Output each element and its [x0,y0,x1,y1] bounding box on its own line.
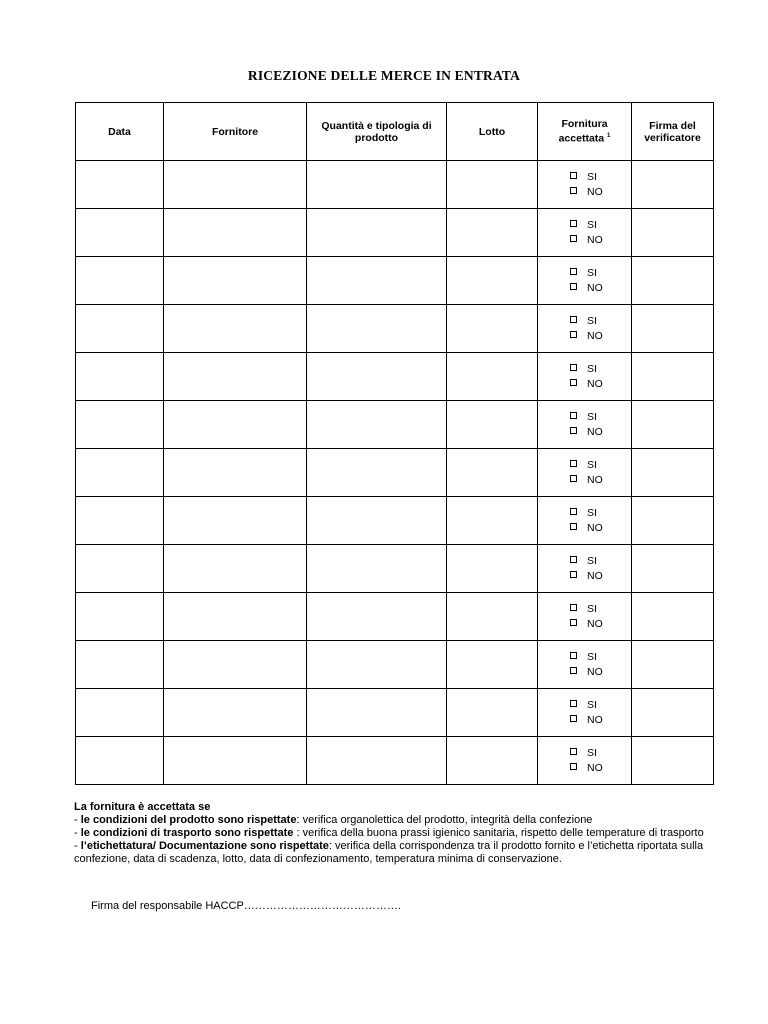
cell-data[interactable] [76,305,164,353]
cell-fornitore[interactable] [164,449,307,497]
option-si[interactable] [538,506,631,521]
cell-fornitura-accettata [538,305,632,353]
cell-quantita[interactable] [307,593,447,641]
option-no[interactable] [538,185,631,200]
option-si[interactable] [538,362,631,377]
table-row [76,737,714,785]
cell-quantita[interactable] [307,209,447,257]
table-row [76,497,714,545]
option-label: SI [587,602,597,615]
table-row [76,161,714,209]
checkbox-si[interactable] [570,652,577,659]
option-label: NO [587,473,603,486]
cell-fornitore[interactable] [164,497,307,545]
option-no[interactable] [538,713,631,728]
checkbox-no[interactable] [570,763,577,770]
cell-lotto[interactable] [447,545,538,593]
cell-quantita[interactable] [307,161,447,209]
option-label: SI [587,362,597,375]
header-fornitura-label: Fornitura accettata [558,118,608,145]
option-label: NO [587,377,603,390]
option-si[interactable] [538,650,631,665]
cell-firma[interactable] [632,401,714,449]
cell-firma[interactable] [632,593,714,641]
cell-fornitura-accettata [538,497,632,545]
checkbox-no[interactable] [570,523,577,530]
checkbox-si[interactable] [570,268,577,275]
cell-data[interactable] [76,545,164,593]
option-no[interactable] [538,425,631,440]
cell-fornitura-accettata [538,545,632,593]
header-fornitura-accettata [538,103,632,161]
cell-data[interactable] [76,593,164,641]
option-no[interactable] [538,617,631,632]
option-si[interactable] [538,170,631,185]
header-quantita [307,103,447,161]
option-label: SI [587,698,597,711]
cell-firma[interactable] [632,449,714,497]
option-label: NO [587,617,603,630]
note-prefix: - [74,840,81,852]
cell-lotto[interactable] [447,737,538,785]
cell-firma[interactable] [632,689,714,737]
footnote-marker: 1 [607,133,611,140]
option-no[interactable] [538,329,631,344]
option-label: NO [587,233,603,246]
cell-lotto[interactable] [447,161,538,209]
cell-data[interactable] [76,689,164,737]
cell-firma[interactable] [632,161,714,209]
checkbox-si[interactable] [570,700,577,707]
option-si[interactable] [538,602,631,617]
checkbox-no[interactable] [570,187,577,194]
cell-lotto[interactable] [447,305,538,353]
cell-data[interactable] [76,449,164,497]
cell-fornitura-accettata [538,161,632,209]
cell-quantita[interactable] [307,641,447,689]
note-bold: le condizioni di trasporto sono rispettate [80,827,294,839]
cell-quantita[interactable] [307,353,447,401]
cell-lotto[interactable] [447,209,538,257]
cell-fornitura-accettata [538,737,632,785]
header-fornitore: Fornitore [164,103,307,161]
cell-fornitore[interactable] [164,545,307,593]
cell-fornitore[interactable] [164,209,307,257]
option-si[interactable] [538,314,631,329]
option-no[interactable] [538,665,631,680]
option-label: SI [587,650,597,663]
cell-fornitura-accettata [538,449,632,497]
cell-lotto[interactable] [447,593,538,641]
cell-data[interactable] [76,497,164,545]
cell-fornitura-accettata [538,593,632,641]
cell-fornitura-accettata [538,353,632,401]
option-label: NO [587,713,603,726]
checkbox-si[interactable] [570,460,577,467]
option-si[interactable] [538,218,631,233]
cell-fornitore[interactable] [164,401,307,449]
table-row [76,689,714,737]
note-bold: le condizioni del prodotto sono rispettate [80,814,297,826]
table-row [76,257,714,305]
cell-firma[interactable] [632,641,714,689]
checkbox-si[interactable] [570,604,577,611]
checkbox-si[interactable] [570,412,577,419]
cell-firma[interactable] [632,737,714,785]
cell-data[interactable] [76,353,164,401]
note-text: : verifica della corrispondenza tra il prodotto fornito e l’etichetta riportata sulla confezione, data di scadenza, lotto, data di confezionamento, temperatura minima di conservazione. [74,840,704,865]
acceptance-notes [74,801,714,866]
table-row [76,209,714,257]
option-label: SI [587,554,597,567]
note-prefix: - [74,827,81,839]
checkbox-si[interactable] [570,220,577,227]
checkbox-no[interactable] [570,475,577,482]
cell-fornitore[interactable] [164,689,307,737]
option-label: NO [587,665,603,678]
note-item [74,840,714,866]
checkbox-si[interactable] [570,748,577,755]
option-label: NO [587,281,603,294]
table-row [76,593,714,641]
checkbox-si[interactable] [570,364,577,371]
header-data: Data [76,103,164,161]
checkbox-no[interactable] [570,379,577,386]
table-row [76,641,714,689]
checkbox-no[interactable] [570,619,577,626]
checkbox-si[interactable] [570,172,577,179]
cell-firma[interactable] [632,257,714,305]
cell-fornitura-accettata [538,641,632,689]
cell-firma[interactable] [632,305,714,353]
option-label: NO [587,569,603,582]
checkbox-no[interactable] [570,235,577,242]
note-item [74,827,714,840]
cell-lotto[interactable] [447,689,538,737]
cell-fornitore[interactable] [164,641,307,689]
cell-data[interactable] [76,401,164,449]
table-row [76,545,714,593]
option-no[interactable] [538,761,631,776]
cell-quantita[interactable] [307,737,447,785]
checkbox-no[interactable] [570,331,577,338]
cell-lotto[interactable] [447,401,538,449]
cell-firma[interactable] [632,353,714,401]
reception-register-table [75,102,714,785]
option-no[interactable] [538,281,631,296]
cell-fornitura-accettata [538,689,632,737]
checkbox-no[interactable] [570,715,577,722]
cell-lotto[interactable] [447,353,538,401]
option-no[interactable] [538,473,631,488]
cell-quantita[interactable] [307,305,447,353]
checkbox-no[interactable] [570,427,577,434]
checkbox-si[interactable] [570,316,577,323]
option-label: NO [587,521,603,534]
checkbox-no[interactable] [570,283,577,290]
option-no[interactable] [538,521,631,536]
cell-lotto[interactable] [447,257,538,305]
note-item [74,814,714,827]
haccp-signature-line: Firma del responsabile HACCP……………………………………. [91,900,401,912]
cell-fornitura-accettata [538,257,632,305]
option-label: NO [587,761,603,774]
option-si[interactable] [538,458,631,473]
cell-lotto[interactable] [447,641,538,689]
table-body [76,161,714,785]
option-label: SI [587,458,597,471]
cell-data[interactable] [76,161,164,209]
header-firma: Firma del verificatore [632,103,714,161]
option-label: SI [587,506,597,519]
option-label: SI [587,314,597,327]
cell-firma[interactable] [632,497,714,545]
cell-quantita[interactable] [307,449,447,497]
option-no[interactable] [538,377,631,392]
note-bold: l’etichettatura/ Documentazione sono rispettate [80,840,329,852]
option-label: SI [587,266,597,279]
cell-lotto[interactable] [447,497,538,545]
table-row [76,305,714,353]
cell-fornitore[interactable] [164,353,307,401]
checkbox-no[interactable] [570,571,577,578]
document-title: RICEZIONE DELLE MERCE IN ENTRATA [247,68,521,83]
cell-fornitura-accettata [538,209,632,257]
cell-lotto[interactable] [447,449,538,497]
option-label: NO [587,185,603,198]
cell-fornitore[interactable] [164,161,307,209]
option-si[interactable] [538,410,631,425]
cell-fornitore[interactable] [164,305,307,353]
notes-intro: La fornitura è accettata se [74,801,211,813]
note-prefix: - [74,814,81,826]
table-row [76,449,714,497]
cell-firma[interactable] [632,209,714,257]
cell-fornitore[interactable] [164,737,307,785]
cell-data[interactable] [76,257,164,305]
option-si[interactable] [538,746,631,761]
cell-fornitore[interactable] [164,257,307,305]
cell-quantita[interactable] [307,401,447,449]
option-no[interactable] [538,233,631,248]
table-row [76,401,714,449]
cell-fornitore[interactable] [164,593,307,641]
option-label: SI [587,218,597,231]
option-no[interactable] [538,569,631,584]
option-label: SI [587,170,597,183]
checkbox-si[interactable] [570,556,577,563]
cell-data[interactable] [76,209,164,257]
cell-fornitura-accettata [538,401,632,449]
cell-quantita[interactable] [307,545,447,593]
cell-quantita[interactable] [307,257,447,305]
cell-quantita[interactable] [307,689,447,737]
option-label: SI [587,410,597,423]
cell-quantita[interactable] [307,497,447,545]
table-row [76,353,714,401]
checkbox-si[interactable] [570,508,577,515]
option-label: NO [587,425,603,438]
cell-data[interactable] [76,641,164,689]
option-label: NO [587,329,603,342]
option-si[interactable] [538,554,631,569]
cell-firma[interactable] [632,545,714,593]
note-text: : verifica della buona prassi igienico sanitaria, rispetto delle temperature di trasporto [293,827,704,839]
cell-data[interactable] [76,737,164,785]
checkbox-no[interactable] [570,667,577,674]
header-quantita-label: Quantità e tipologia di prodotto [321,119,432,144]
option-label: SI [587,746,597,759]
note-text: : verifica organolettica del prodotto, integrità della confezione [296,814,593,826]
option-si[interactable] [538,698,631,713]
table-header-row [76,103,714,161]
option-si[interactable] [538,266,631,281]
header-lotto: Lotto [447,103,538,161]
